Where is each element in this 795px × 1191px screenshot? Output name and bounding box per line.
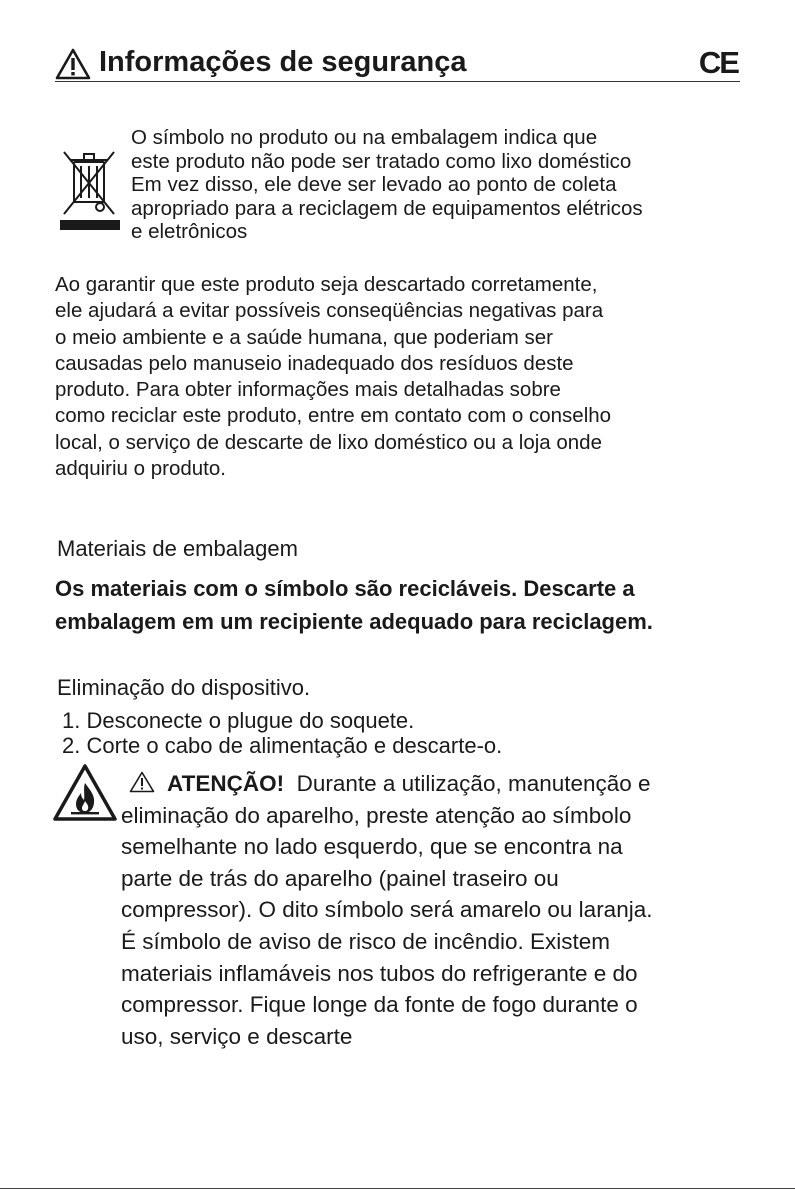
text-line: O símbolo no produto ou na embalagem indica que <box>131 126 598 149</box>
text-line: compressor. Fique longe da fonte de fogo durante o <box>121 992 638 1018</box>
warning-label: ATENÇÃO! <box>167 771 285 796</box>
page-bottom-divider <box>0 1188 795 1189</box>
warning-first-line <box>121 768 751 800</box>
text-line: causadas pelo manuseio inadequado dos resíduos deste <box>55 351 574 375</box>
step-item: 1. Desconecte o plugue do soquete. <box>62 708 415 733</box>
text-line: o meio ambiente e a saúde humana, que poderiam ser <box>55 325 554 349</box>
text-line: semelhante no lado esquerdo, que se encontra na <box>121 834 623 860</box>
page-header <box>55 44 740 84</box>
text-line: como reciclar este produto, entre em contato com o conselho <box>55 404 612 428</box>
text-line: eliminação do aparelho, preste atenção ao símbolo <box>121 802 632 828</box>
fire-hazard-triangle-icon <box>52 763 118 823</box>
warning-notice <box>121 768 751 1052</box>
step-item: 2. Corte o cabo de alimentação e descarte-o. <box>62 733 503 758</box>
text-line: apropriado para a reciclagem de equipamentos elétricos <box>131 196 643 220</box>
text-line: adquiriu o produto. <box>55 457 226 481</box>
warning-triangle-icon <box>55 48 91 80</box>
text-line: embalagem em um recipiente adequado para reciclagem. <box>55 609 653 634</box>
text-line: materiais inflamáveis nos tubos do refrigerante e do <box>121 960 638 986</box>
ce-mark: CE <box>698 45 738 80</box>
text-line: Durante a utilização, manutenção e <box>296 771 651 796</box>
text-line: uso, serviço e descarte <box>121 1023 353 1049</box>
weee-notice <box>131 126 751 244</box>
disposal-paragraph <box>55 272 755 482</box>
text-line: É símbolo de aviso de risco de incêndio. Existem <box>121 928 610 954</box>
elimination-steps <box>62 708 502 758</box>
packaging-text <box>55 572 653 638</box>
page-title: Informações de segurança <box>99 46 467 78</box>
text-line: Ao garantir que este produto seja descartado corretamente, <box>55 273 598 296</box>
text-line: e eletrônicos <box>131 220 248 244</box>
crossed-out-wheelie-bin-icon <box>60 148 120 232</box>
warning-triangle-icon <box>129 771 155 793</box>
header-divider <box>55 81 740 82</box>
packaging-heading: Materiais de embalagem <box>57 536 298 561</box>
text-line: produto. Para obter informações mais detalhadas sobre <box>55 378 561 402</box>
text-line: compressor). O dito símbolo será amarelo ou laranja. <box>121 897 653 923</box>
text-line: local, o serviço de descarte de lixo doméstico ou a loja onde <box>55 430 602 454</box>
elimination-heading: Eliminação do dispositivo. <box>57 675 311 700</box>
text-line: este produto não pode ser tratado como lixo doméstico <box>131 149 632 173</box>
text-line: Em vez disso, ele deve ser levado ao ponto de coleta <box>131 173 617 197</box>
text-line: ele ajudará a evitar possíveis conseqüências negativas para <box>55 299 604 323</box>
text-line: Os materiais com o símbolo são recicláveis. Descarte a <box>55 576 635 601</box>
text-line: parte de trás do aparelho (painel traseiro ou <box>121 865 559 891</box>
